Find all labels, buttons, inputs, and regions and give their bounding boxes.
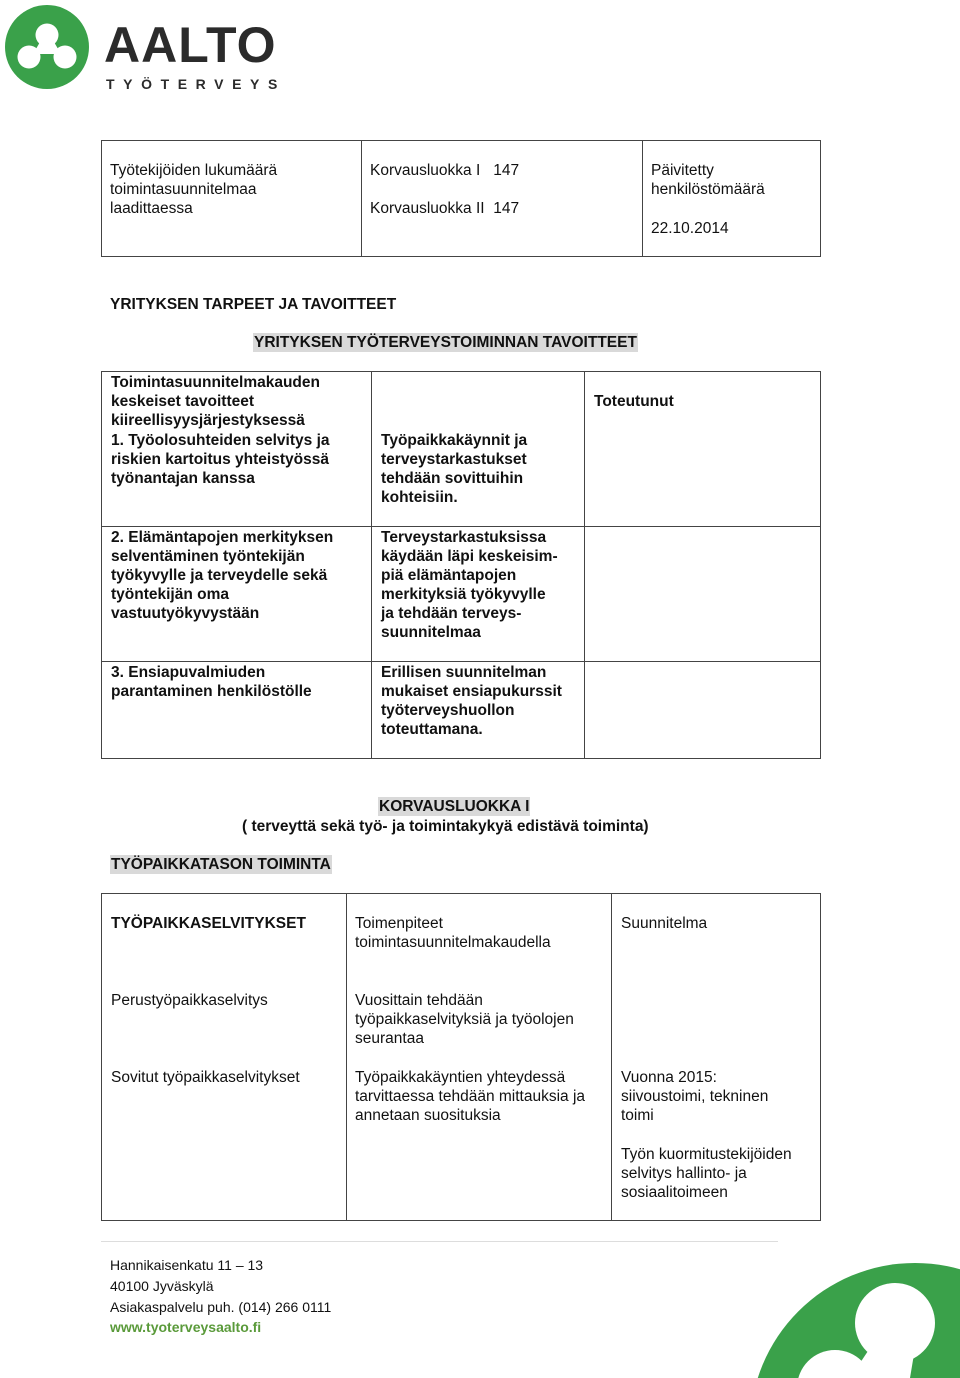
- footer-website-link[interactable]: www.tyoterveysaalto.fi: [110, 1319, 262, 1335]
- employee-count-label-1: Työtekijöiden lukumäärä: [110, 162, 278, 179]
- survey-name: Sovitut työpaikkaselvitykset: [111, 1069, 300, 1086]
- footer-phone: Asiakaspalvelu puh. (014) 266 0111: [110, 1299, 332, 1315]
- class-title: KORVAUSLUOKKA I: [379, 798, 530, 815]
- survey-name: Perustyöpaikkaselvitys: [111, 992, 268, 1009]
- goal-text: 1. Työolosuhteiden selvitys ja: [111, 432, 330, 449]
- goals-header-2: keskeiset tavoitteet: [111, 393, 255, 410]
- goal-text: työnantajan kanssa: [111, 470, 255, 487]
- updated-date: 22.10.2014: [651, 220, 729, 237]
- updated-label-2: henkilöstömäärä: [651, 181, 765, 198]
- class-subtitle: ( terveyttä sekä työ- ja toimintakykyä edistävä toiminta): [242, 818, 649, 835]
- survey-action: Työpaikkakäyntien yhteydessä: [355, 1069, 566, 1086]
- survey-action: seurantaa: [355, 1030, 424, 1047]
- class-one-count: Korvausluokka I 147: [370, 162, 520, 179]
- survey-action: Vuosittain tehdään: [355, 992, 483, 1009]
- survey-plan: sosiaalitoimeen: [621, 1184, 728, 1201]
- updated-label-1: Päivitetty: [651, 162, 714, 179]
- survey-plan: toimi: [621, 1107, 654, 1124]
- survey-plan: Vuonna 2015:: [621, 1069, 717, 1086]
- action-text: suunnitelmaa: [381, 624, 481, 641]
- survey-plan: siivoustoimi, tekninen: [621, 1088, 769, 1105]
- survey-plan: Työn kuormitustekijöiden: [621, 1146, 792, 1163]
- footer-divider: [101, 1241, 778, 1242]
- company-logo: [4, 4, 284, 94]
- measures-header-2: toimintasuunnitelmakaudella: [355, 934, 551, 951]
- workplace-heading: TYÖPAIKKATASON TOIMINTA: [111, 856, 331, 873]
- action-text: käydään läpi keskeisim-: [381, 548, 558, 565]
- goal-text: 2. Elämäntapojen merkityksen: [111, 529, 334, 546]
- workplace-table: [101, 893, 821, 1221]
- goals-header-3: kiireellisyysjärjestyksessä: [111, 412, 305, 429]
- brand-name: AALTO: [104, 17, 277, 73]
- action-text: tehdään sovittuihin: [381, 470, 524, 487]
- survey-action: tarvittaessa tehdään mittauksia ja: [355, 1088, 586, 1105]
- goal-text: 3. Ensiapuvalmiuden: [111, 664, 266, 681]
- goals-table: [101, 371, 821, 759]
- action-text: toteuttamana.: [381, 721, 483, 738]
- action-text: Terveystarkastuksissa: [381, 529, 547, 546]
- goals-header-1: Toimintasuunnitelmakauden: [111, 374, 320, 391]
- brand-tagline: TYÖTERVEYS: [106, 76, 286, 92]
- goal-text: parantaminen henkilöstölle: [111, 683, 312, 700]
- employee-count-label-3: laadittaessa: [110, 200, 193, 217]
- goals-heading: YRITYKSEN TYÖTERVEYSTOIMINNAN TAVOITTEET: [254, 334, 637, 351]
- action-text: piä elämäntapojen: [381, 567, 517, 584]
- survey-action: annetaan suosituksia: [355, 1107, 501, 1124]
- goal-text: vastuutyökyvystään: [111, 605, 260, 622]
- goal-text: riskien kartoitus yhteistyössä: [111, 451, 329, 468]
- plan-header: Suunnitelma: [621, 915, 708, 932]
- footer-address-1: Hannikaisenkatu 11 – 13: [110, 1257, 264, 1273]
- action-text: terveystarkastukset: [381, 451, 527, 468]
- goal-text: työntekijän oma: [111, 586, 229, 603]
- action-text: Työpaikkakäynnit ja: [381, 432, 528, 449]
- action-text: kohteisiin.: [381, 489, 458, 506]
- goal-text: työkyvylle ja terveydelle sekä: [111, 567, 328, 584]
- realized-header: Toteutunut: [594, 393, 674, 410]
- action-text: merkityksiä työkyvylle: [381, 586, 546, 603]
- action-text: Erillisen suunnitelman: [381, 664, 547, 681]
- employee-count-label-2: toimintasuunnitelmaa: [110, 181, 257, 198]
- survey-plan: selvitys hallinto- ja: [621, 1165, 747, 1182]
- needs-heading: YRITYKSEN TARPEET JA TAVOITTEET: [110, 296, 397, 313]
- corner-decoration-icon: [740, 1228, 960, 1378]
- goal-text: selventäminen työntekijän: [111, 548, 305, 565]
- employee-count-table: [101, 140, 821, 257]
- action-text: ja tehdään terveys-: [381, 605, 522, 622]
- aalto-logo-icon: [4, 4, 94, 92]
- measures-header-1: Toimenpiteet: [355, 915, 443, 932]
- action-text: mukaiset ensiapukurssit: [381, 683, 562, 700]
- class-two-count: Korvausluokka II 147: [370, 200, 520, 217]
- action-text: työterveyshuollon: [381, 702, 515, 719]
- footer-address-2: 40100 Jyväskylä: [110, 1278, 214, 1294]
- survey-header: TYÖPAIKKASELVITYKSET: [111, 915, 306, 932]
- survey-action: työpaikkaselvityksiä ja työolojen: [355, 1011, 574, 1028]
